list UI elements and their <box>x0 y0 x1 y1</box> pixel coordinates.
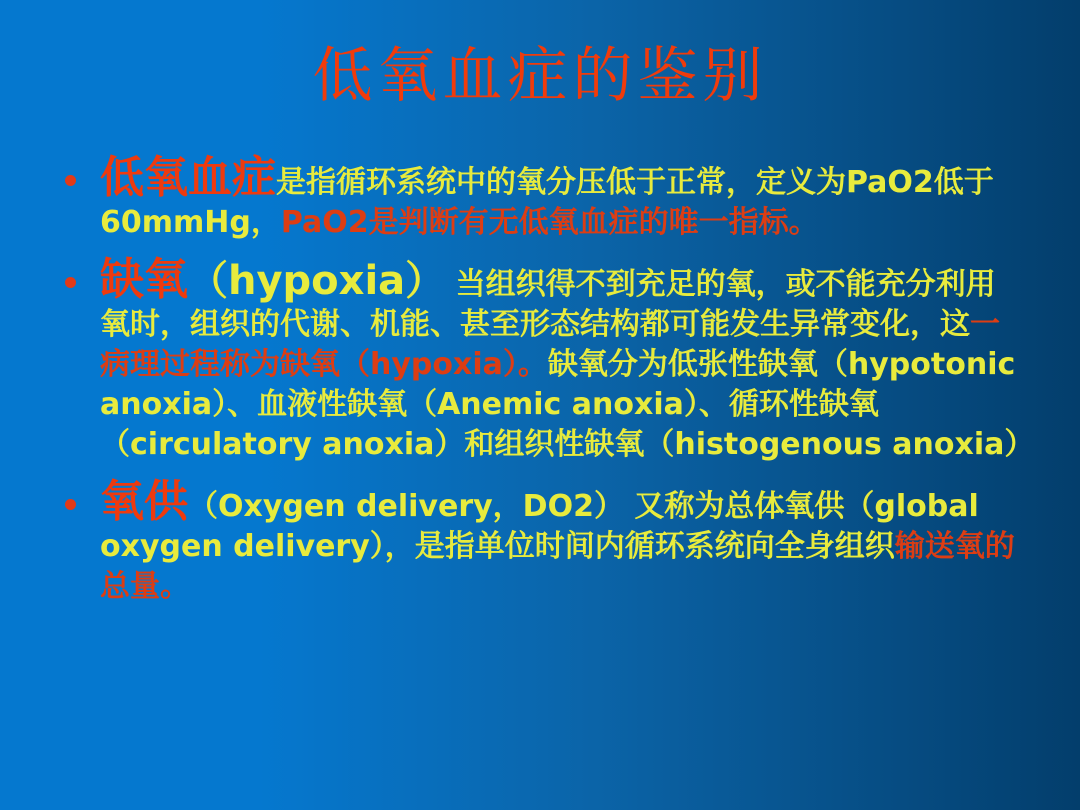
bullet-text-segment: 是指循环系统中的氧分压低于正常，定义为PaO2低于60mmHg， <box>100 165 994 240</box>
bullet-lead-term-latin: （hypoxia） <box>188 258 446 304</box>
bullet-text-segment: 输送氧的总量。 <box>100 529 1015 604</box>
bullet-text-segment: 缺氧分为低张性缺氧（hypotonic anoxia）、血液性缺氧（Anemic anoxia）、循环性缺氧（circulatory anoxia）和组织性缺氧（histogenous anoxia） <box>100 347 1035 462</box>
slide-title: 低氧血症的鉴别 <box>312 41 768 111</box>
bullet-item-oxygen-delivery <box>100 476 1022 607</box>
bullet-dot-icon <box>65 499 76 510</box>
bullet-text-segment: 一病理过程称为缺氧（hypoxia）。 <box>100 307 1000 382</box>
bullet-list <box>0 152 1080 607</box>
bullet-lead-term: 缺氧 <box>100 254 188 305</box>
bullet-text-segment: PaO2是判断有无低氧血症的唯一指标。 <box>280 205 819 240</box>
bullet-lead-term: 氧供 <box>100 476 188 527</box>
bullet-item-hypoxemia <box>100 152 1022 243</box>
bullet-dot-icon <box>65 277 76 288</box>
bullet-item-hypoxia <box>100 254 1035 465</box>
bullet-dot-icon <box>65 175 76 186</box>
bullet-lead-term: 低氧血症 <box>100 152 276 203</box>
bullet-text-segment: 当组织得不到充足的氧，或不能充分利用氧时，组织的代谢、机能、甚至形态结构都可能发生异常变化，这 <box>100 267 996 342</box>
bullet-text-segment: （Oxygen delivery，DO2） 又称为总体氧供（global oxygen delivery），是指单位时间内循环系统向全身组织 <box>100 489 979 564</box>
